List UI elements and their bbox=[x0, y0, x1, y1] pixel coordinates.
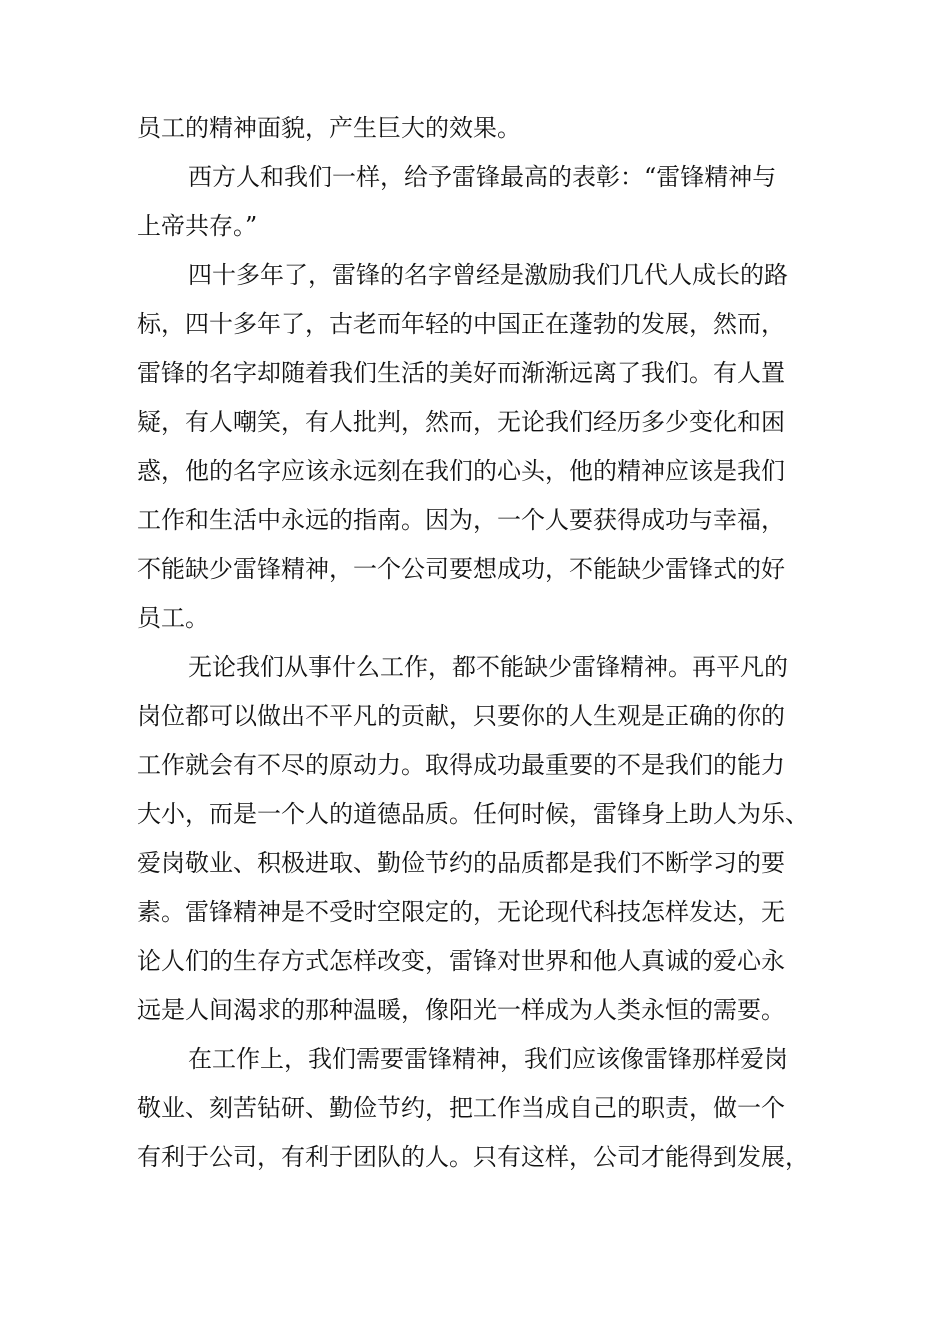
paragraph-first-line: 无论我们从事什么工作，都不能缺少雷锋精神。再平凡的 bbox=[188, 653, 788, 681]
text-line: 有利于公司，有利于团队的人。只有这样，公司才能得到发展， bbox=[137, 1143, 809, 1171]
text-line: 岗位都可以做出不平凡的贡献，只要你的人生观是正确的你的 bbox=[137, 702, 785, 730]
text-line: 上帝共存。” bbox=[137, 212, 258, 240]
text-line: 敬业、刻苦钻研、勤俭节约，把工作当成自己的职责，做一个 bbox=[137, 1094, 785, 1122]
text-line: 雷锋的名字却随着我们生活的美好而渐渐远离了我们。有人置 bbox=[137, 359, 785, 387]
text-line: 标，四十多年了，古老而年轻的中国正在蓬勃的发展，然而， bbox=[137, 310, 785, 338]
text-line: 远是人间渴求的那种温暖，像阳光一样成为人类永恒的需要。 bbox=[137, 996, 785, 1024]
text-line: 员工的精神面貌，产生巨大的效果。 bbox=[137, 114, 521, 142]
text-line: 不能缺少雷锋精神，一个公司要想成功，不能缺少雷锋式的好 bbox=[137, 555, 785, 583]
text-line: 员工。 bbox=[137, 604, 209, 632]
document-body bbox=[137, 104, 837, 1182]
text-line: 大小，而是一个人的道德品质。任何时候，雷锋身上助人为乐、 bbox=[137, 800, 809, 828]
text-line: 爱岗敬业、积极进取、勤俭节约的品质都是我们不断学习的要 bbox=[137, 849, 785, 877]
text-line: 论人们的生存方式怎样改变，雷锋对世界和他人真诚的爱心永 bbox=[137, 947, 785, 975]
text-line: 惑，他的名字应该永远刻在我们的心头，他的精神应该是我们 bbox=[137, 457, 785, 485]
text-line: 工作和生活中永远的指南。因为，一个人要获得成功与幸福， bbox=[137, 506, 785, 534]
paragraph-first-line: 在工作上，我们需要雷锋精神，我们应该像雷锋那样爱岗 bbox=[188, 1045, 788, 1073]
text-line: 疑，有人嘲笑，有人批判，然而，无论我们经历多少变化和困 bbox=[137, 408, 785, 436]
paragraph-first-line: 四十多年了，雷锋的名字曾经是激励我们几代人成长的路 bbox=[188, 261, 788, 289]
text-line: 素。雷锋精神是不受时空限定的，无论现代科技怎样发达，无 bbox=[137, 898, 785, 926]
paragraph-first-line: 西方人和我们一样，给予雷锋最高的表彰：“雷锋精神与 bbox=[188, 163, 777, 191]
text-line: 工作就会有不尽的原动力。取得成功最重要的不是我们的能力 bbox=[137, 751, 785, 779]
